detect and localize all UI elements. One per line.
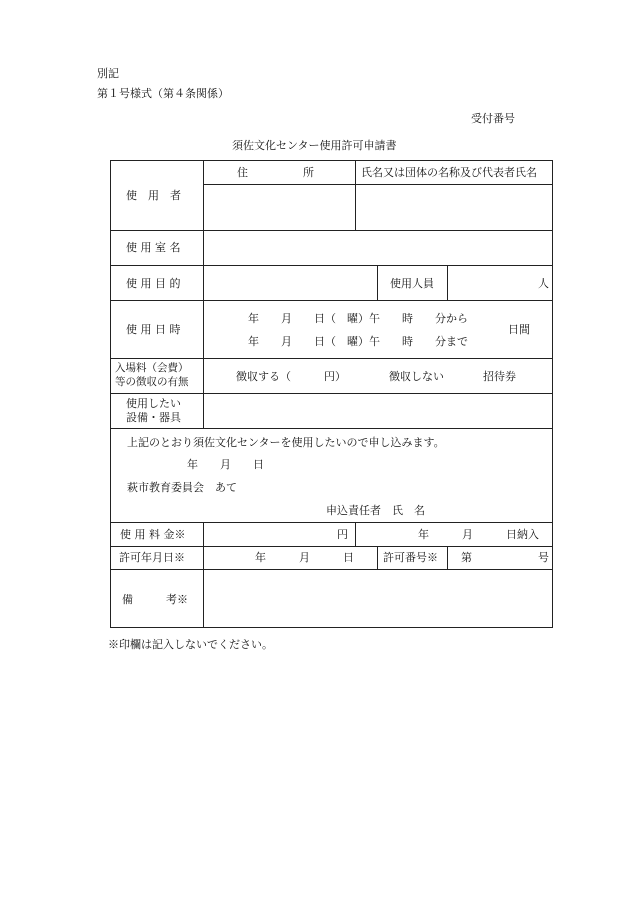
usage-fee-label: 使 用 料 金※ — [120, 528, 186, 541]
footnote: ※印欄は記入しないでください。 — [108, 638, 273, 651]
fee-label-line1: 入場料（会費） — [115, 362, 189, 374]
permit-number-value: 第 号 — [461, 551, 549, 564]
remarks-field[interactable] — [204, 570, 552, 627]
remarks-label: 備 考※ — [122, 593, 188, 606]
fee-option-invitation: 招待券 — [483, 370, 516, 383]
form-title: 須佐文化センター使用許可申請書 — [232, 139, 397, 152]
annex-label: 別記 — [97, 67, 119, 80]
fee-label-line2: 等の徴収の有無 — [115, 376, 189, 388]
people-label: 使用人員 — [390, 277, 434, 290]
usage-fee-yen: 円 — [337, 528, 348, 541]
form-number: 第１号様式（第４条関係） — [97, 87, 229, 100]
fee-option-no-collect: 徴収しない — [389, 370, 444, 383]
people-unit: 人 — [538, 277, 549, 290]
applicant-name-label: 申込責任者 氏 名 — [326, 504, 425, 517]
datetime-to: 年 月 日（ 曜）午 時 分まで — [248, 335, 468, 348]
datetime-from: 年 月 日（ 曜）午 時 分から — [248, 312, 468, 325]
days-label: 日間 — [508, 323, 530, 336]
room-label: 使 用 室 名 — [126, 241, 181, 254]
addressee: 萩市教育委員会 あて — [127, 481, 237, 494]
equipment-field[interactable] — [204, 394, 552, 427]
purpose-label: 使 用 目 的 — [126, 277, 181, 290]
purpose-field[interactable] — [204, 266, 376, 299]
fee-option-collect: 徴収する（ 円） — [236, 370, 346, 383]
address-column-header: 住 所 — [237, 166, 314, 179]
room-field[interactable] — [204, 231, 552, 264]
receipt-number-label: 受付番号 — [471, 112, 515, 125]
declaration-date: 年 月 日 — [187, 458, 264, 471]
address-field[interactable] — [204, 185, 354, 229]
equipment-label-line1: 使用したい — [126, 397, 181, 410]
permit-date-label: 許可年月日※ — [119, 551, 185, 564]
declaration-text: 上記のとおり須佐文化センターを使用したいので申し込みます。 — [127, 436, 445, 449]
name-column-header: 氏名又は団体の名称及び代表者氏名 — [361, 166, 537, 179]
user-label: 使 用 者 — [126, 189, 181, 202]
permit-date-value: 年 月 日 — [255, 551, 354, 564]
datetime-label: 使 用 日 時 — [126, 323, 181, 336]
name-field[interactable] — [356, 185, 552, 229]
equipment-label-line2: 設備・器具 — [126, 411, 181, 424]
permit-number-label: 許可番号※ — [383, 551, 438, 564]
payment-date: 年 月 日納入 — [418, 528, 539, 541]
